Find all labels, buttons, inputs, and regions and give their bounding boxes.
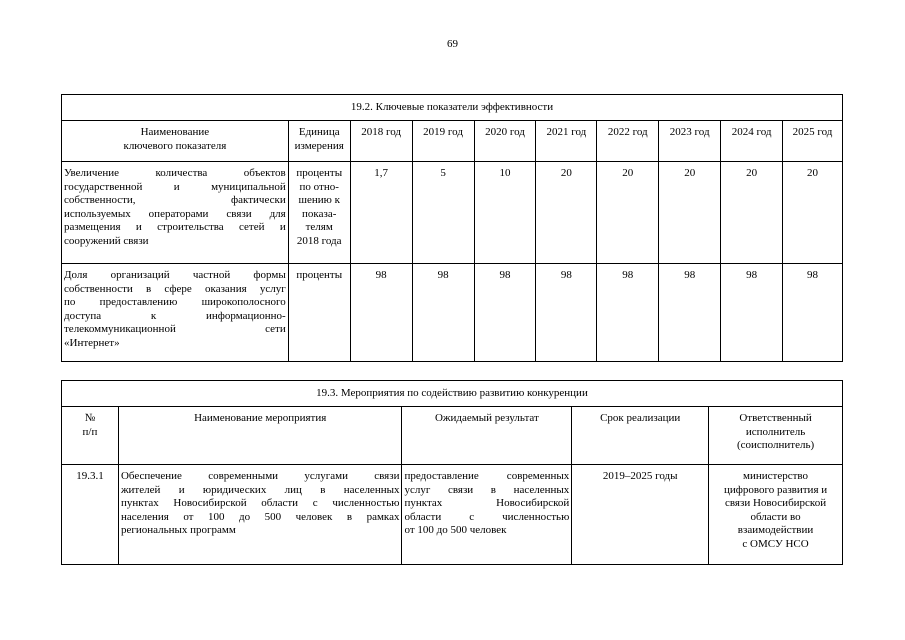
row-num: 19.3.1 [62,465,119,565]
competition-table [61,380,843,565]
name-line: доступа к информационно- [64,309,286,322]
table-row [62,465,843,565]
kpi-header-unit [288,121,350,162]
row-executor [709,465,843,565]
header-line: п/п [82,425,98,438]
kpi-value: 20 [783,162,843,264]
executor-line: области во [750,510,801,523]
activity-line: региональных программ [120,524,236,536]
kpi-header-year: 2022 год [597,121,659,162]
result-line: услуг связи в населенных [404,483,570,496]
kpi-row-name [62,162,289,264]
kpi-table-title: 19.2. Ключевые показатели эффективности [62,95,843,121]
header-line: Единица [298,126,340,138]
kpi-value: 20 [721,162,783,264]
kpi-row-unit [288,264,350,362]
name-line: Доля организаций частной формы [64,269,286,281]
name-line: размещения и строительства сетей и [64,221,286,233]
kpi-header-name [62,121,289,162]
kpi-value: 20 [597,162,659,264]
competition-header-row [62,407,843,465]
kpi-header-year: 2020 год [474,121,536,162]
executor-line: министерство [743,470,809,482]
unit-line: 2018 года [296,234,342,247]
activity-line: Обеспечение современными услугами связи [120,470,400,482]
kpi-value: 98 [474,264,536,362]
kpi-table [61,94,843,362]
name-line: «Интернет» [64,336,120,349]
unit-line: шению к [298,194,340,206]
result-line: области с численностью [404,510,570,523]
activity-line: населения от 100 до 500 человек в рамках [120,510,400,523]
executor-line: с ОМСУ НСО [742,537,809,550]
kpi-value: 98 [350,264,412,362]
activity-line: пунктах Новосибирской области с численностью [120,497,400,509]
kpi-value: 20 [536,162,597,264]
kpi-header-year: 2024 год [721,121,783,162]
page-number: 69 [447,38,458,50]
kpi-header-year: 2023 год [659,121,721,162]
kpi-value: 1,7 [350,162,412,264]
header-line: Наименование [140,126,210,138]
unit-line: показа- [302,207,337,220]
name-line: сооружений связи [64,234,149,247]
row-activity [118,465,402,565]
kpi-value: 98 [659,264,721,362]
table-row [62,162,843,264]
kpi-value: 98 [597,264,659,362]
kpi-value: 98 [536,264,597,362]
name-line: телекоммуникационной сети [64,323,286,335]
kpi-value: 5 [412,162,474,264]
executor-line: взаимодействии [737,524,814,536]
name-line: собственности, фактически [64,194,286,206]
kpi-header-year: 2021 год [536,121,597,162]
executor-line: цифрового развития и [723,483,828,496]
unit-line: проценты [296,167,343,179]
name-line: собственности в сфере оказания услуг [64,282,286,295]
header-result: Ожидаемый результат [402,407,572,465]
kpi-header-year: 2025 год [783,121,843,162]
kpi-row-name [62,264,289,362]
name-line: государственной и муниципальной [64,180,286,193]
header-line: Ответственный [739,412,812,424]
name-line: используемых операторами связи для [64,207,286,220]
row-term: 2019–2025 годы [572,465,709,565]
name-line: по предоставлению широкополосного [64,296,286,308]
kpi-value: 98 [721,264,783,362]
kpi-header-year: 2019 год [412,121,474,162]
header-activity: Наименование мероприятия [118,407,402,465]
header-line: измерения [294,139,344,152]
kpi-value: 20 [659,162,721,264]
header-line: исполнитель [745,425,806,438]
kpi-row-unit [288,162,350,264]
name-line: Увеличение количества объектов [64,167,286,179]
executor-line: связи Новосибирской [724,497,827,509]
kpi-header-year: 2018 год [350,121,412,162]
result-line: пунктах Новосибирской [404,497,570,509]
header-executor [709,407,843,465]
result-line: от 100 до 500 человек [404,524,507,536]
header-term: Срок реализации [572,407,709,465]
unit-line: телям [305,221,333,233]
unit-line: по отно- [299,180,339,193]
unit-line: проценты [296,269,343,281]
kpi-value: 98 [412,264,474,362]
row-result [402,465,572,565]
kpi-value: 10 [474,162,536,264]
kpi-value: 98 [783,264,843,362]
header-num [62,407,119,465]
kpi-header-row [62,121,843,162]
header-line: № [84,412,96,424]
result-line: предоставление современных [404,470,570,482]
header-line: ключевого показателя [123,139,227,152]
competition-table-title: 19.3. Мероприятия по содействию развитию конкуренции [62,381,843,407]
table-row [62,264,843,362]
activity-line: жителей и юридических лиц в населенных [120,483,400,496]
header-line: (соисполнитель) [736,439,815,451]
